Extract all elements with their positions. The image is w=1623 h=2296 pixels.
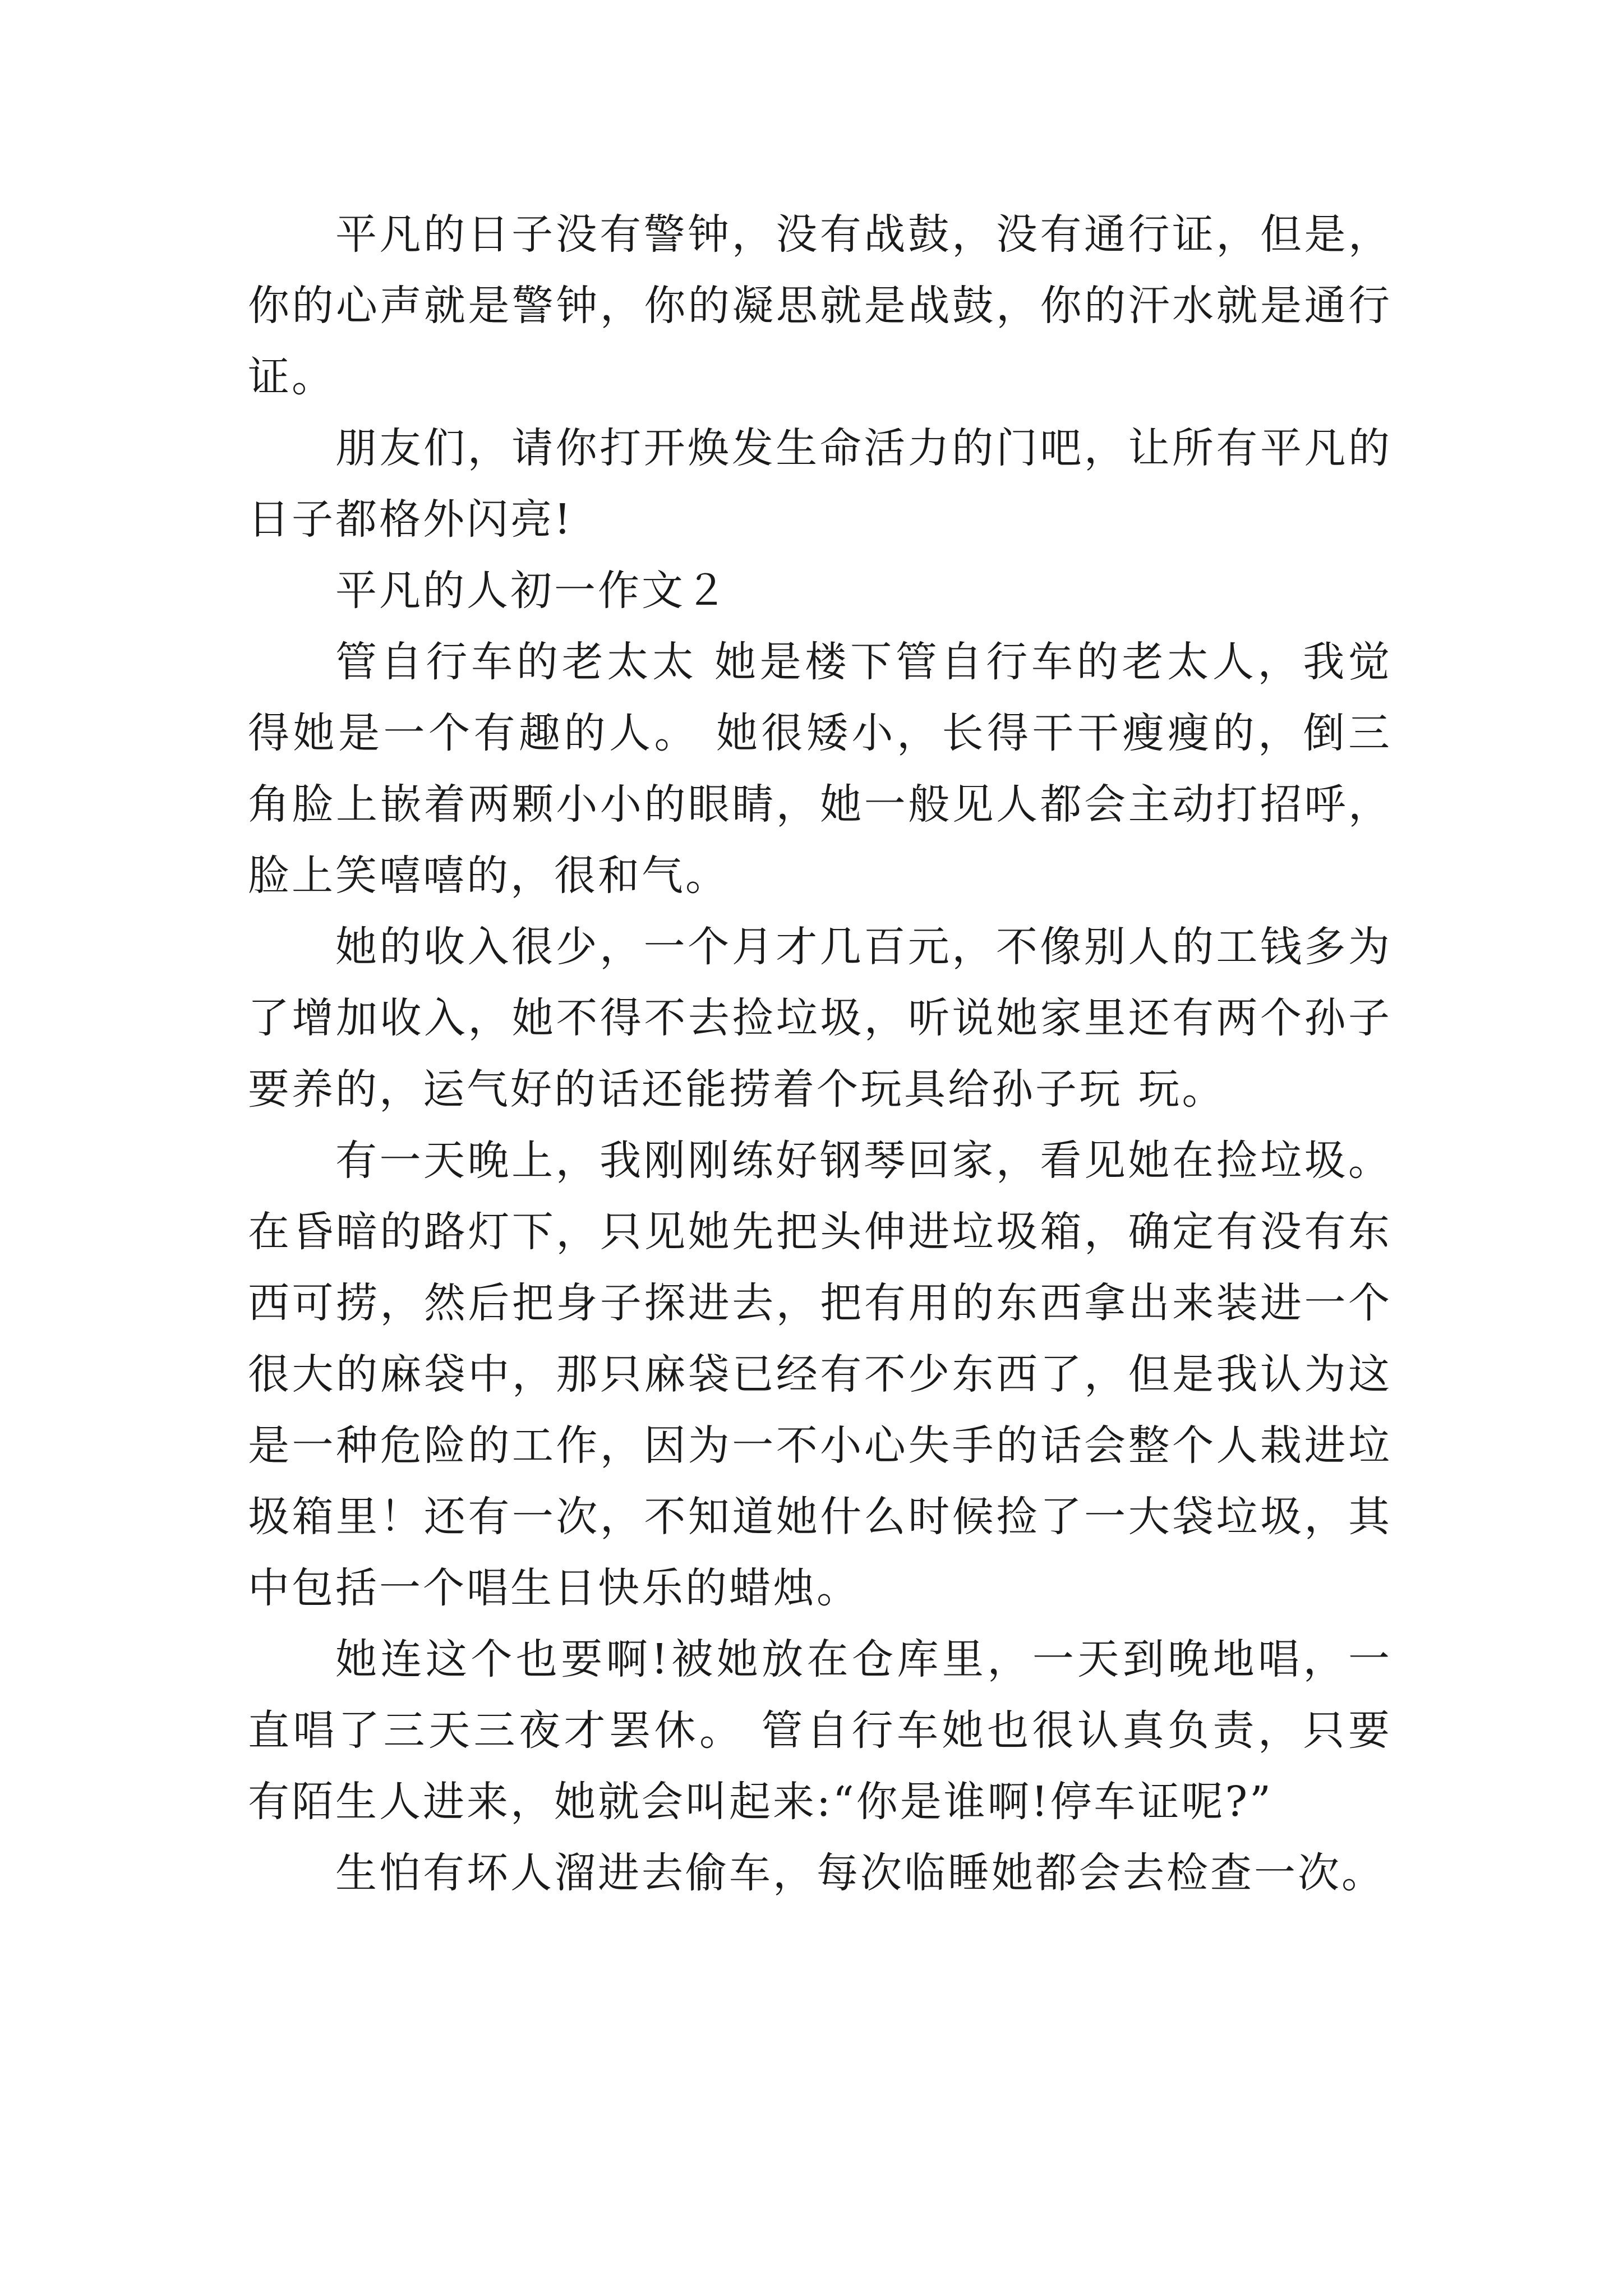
paragraph-4: 她的收入很少，一个月才几百元，不像别人的工钱多为了增加收入，她不得不去捡垃圾，听说她家里还有两个孙子要养的，运气好的话还能捞着个玩具给孙子玩 玩。: [248, 923, 1392, 1114]
section-heading: 平凡的人初一作文２: [335, 567, 729, 615]
paragraph-6: 她连这个也要啊!被她放在仓库里，一天到晚地唱，一直唱了三天三夜才罢休。 管自行车她也很认真负责，只要有陌生人进来，她就会叫起来:“你是谁啊!停车证呢?”: [248, 1635, 1392, 1826]
paragraph-2: 朋友们，请你打开焕发生命活力的门吧，让所有平凡的日子都格外闪亮!: [248, 424, 1392, 544]
paragraph-3: 管自行车的老太太 她是楼下管自行车的老太人，我觉得她是一个有趣的人。 她很矮小，长得干干瘦瘦的，倒三角脸上嵌着两颗小小的眼睛，她一般见人都会主动打招呼，脸上笑嘻嘻的，很和气。: [248, 638, 1392, 900]
paragraph-1: 平凡的日子没有警钟，没有战鼓，没有通行证，但是，你的心声就是警钟，你的凝思就是战鼓，你的汗水就是通行证。: [248, 210, 1392, 401]
paragraph-7: 生怕有坏人溜进去偷车，每次临睡她都会去检查一次。: [335, 1849, 1385, 1897]
paragraph-5: 有一天晚上，我刚刚练好钢琴回家，看见她在捡垃圾。在昏暗的路灯下，只见她先把头伸进垃圾箱，确定有没有东西可捞，然后把身子探进去，把有用的东西拿出来装进一个很大的麻袋中，那只麻袋已经有不少东西了，但是我认为这是一种危险的工作，因为一不小心失手的话会整个人栽进垃圾箱里！还有一次，不知道她什么时候捡了一大袋垃圾，其中包括一个唱生日快乐的蜡烛。: [248, 1137, 1392, 1612]
document-body: [248, 199, 1392, 1909]
